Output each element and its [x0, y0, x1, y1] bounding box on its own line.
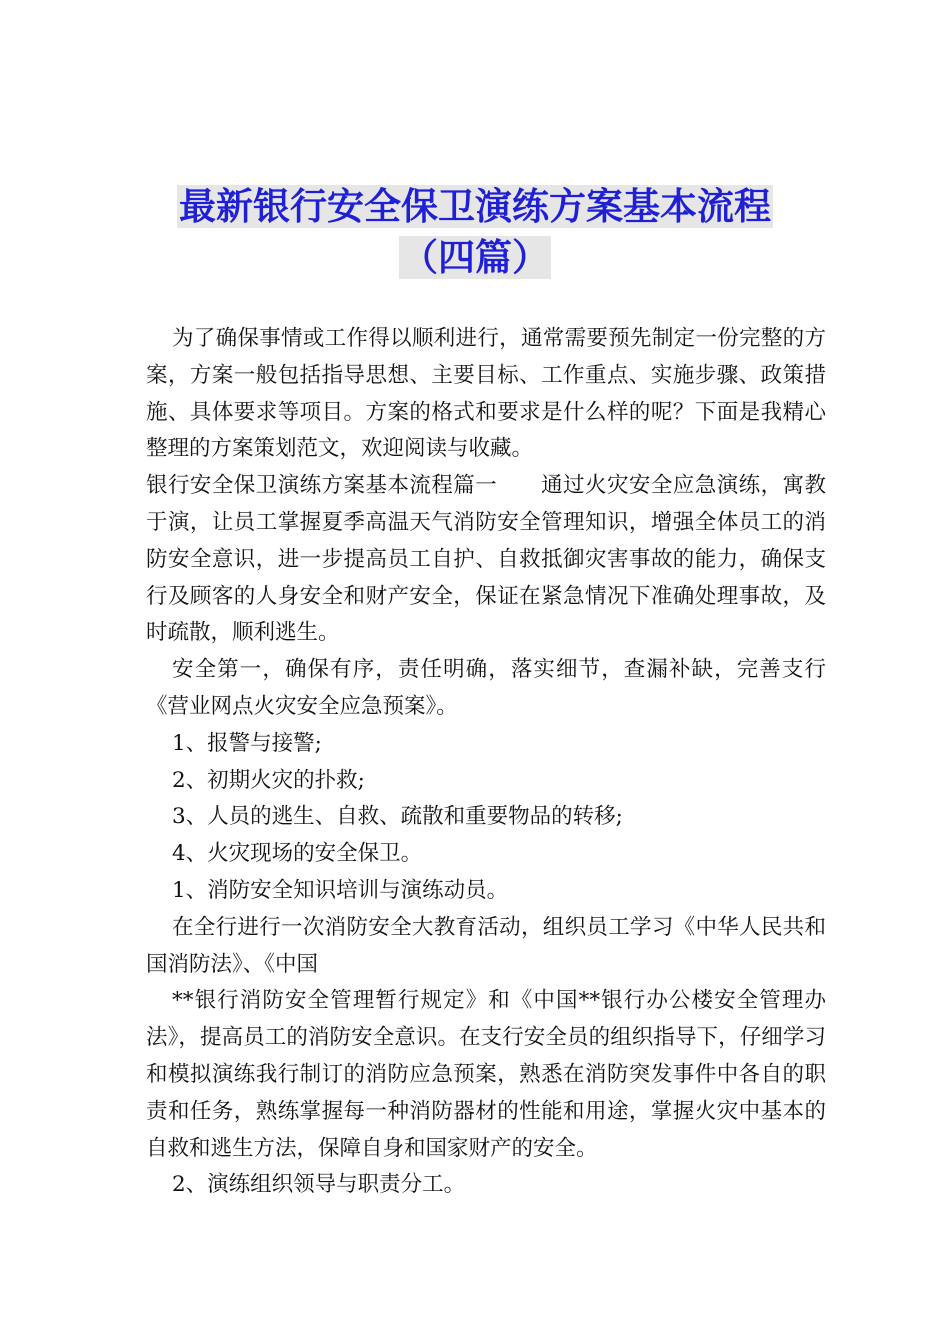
list-item: 4、火灾现场的安全保卫。: [172, 841, 423, 867]
paragraph-principle: 安全第一，确保有序，责任明确，落实细节，查漏补缺，完善支行《营业网点火灾安全应急预案》。: [146, 657, 826, 719]
list-item: 1、消防安全知识培训与演练动员。: [172, 877, 509, 903]
list-item: 3、人员的逃生、自救、疏散和重要物品的转移;: [172, 804, 623, 830]
document-body: [146, 321, 826, 1204]
document-title-text-1: 最新银行安全保卫演练方案基本流程: [179, 185, 771, 228]
list-item: 2、初期火灾的扑救;: [172, 767, 365, 793]
paragraph-regulations: **银行消防安全管理暂行规定》和《中国**银行办公楼安全管理办法》，提高员工的消防安全意识。在支行安全员的组织指导下，仔细学习和模拟演练我行制订的消防应急预案，熟悉在消防突发事件中各自的职责和任务，熟练掌握每一种消防器材的性能和用途，掌握火灾中基本的自救和逃生方法，保障自身和国家财产的安全。: [146, 988, 826, 1161]
paragraph-intro: 为了确保事情或工作得以顺利进行，通常需要预先制定一份完整的方案，方案一般包括指导思想、主要目标、工作重点、实施步骤、政策措施、具体要求等项目。方案的格式和要求是什么样的呢？下面是我精心整理的方案策划范文，欢迎阅读与收藏。: [146, 326, 826, 462]
paragraph-training: 在全行进行一次消防安全大教育活动，组织员工学习《中华人民共和国消防法》、《中国: [146, 914, 826, 977]
document-title-line2: [0, 227, 950, 281]
document-title-text-2: （四篇）: [401, 236, 549, 279]
list-item: 1、报警与接警;: [172, 730, 322, 756]
document-title-line1: [0, 176, 950, 230]
list-item: 2、演练组织领导与职责分工。: [172, 1172, 466, 1198]
paragraph-section-one: 银行安全保卫演练方案基本流程篇一 通过火灾安全应急演练，寓教于演，让员工掌握夏季高温天气消防安全管理知识，增强全体员工的消防安全意识，进一步提高员工自护、自救抵御灾害事故的能力，确保支行及顾客的人身安全和财产安全，保证在紧急情况下准确处理事故，及时疏散，顺利逃生。: [146, 473, 826, 646]
